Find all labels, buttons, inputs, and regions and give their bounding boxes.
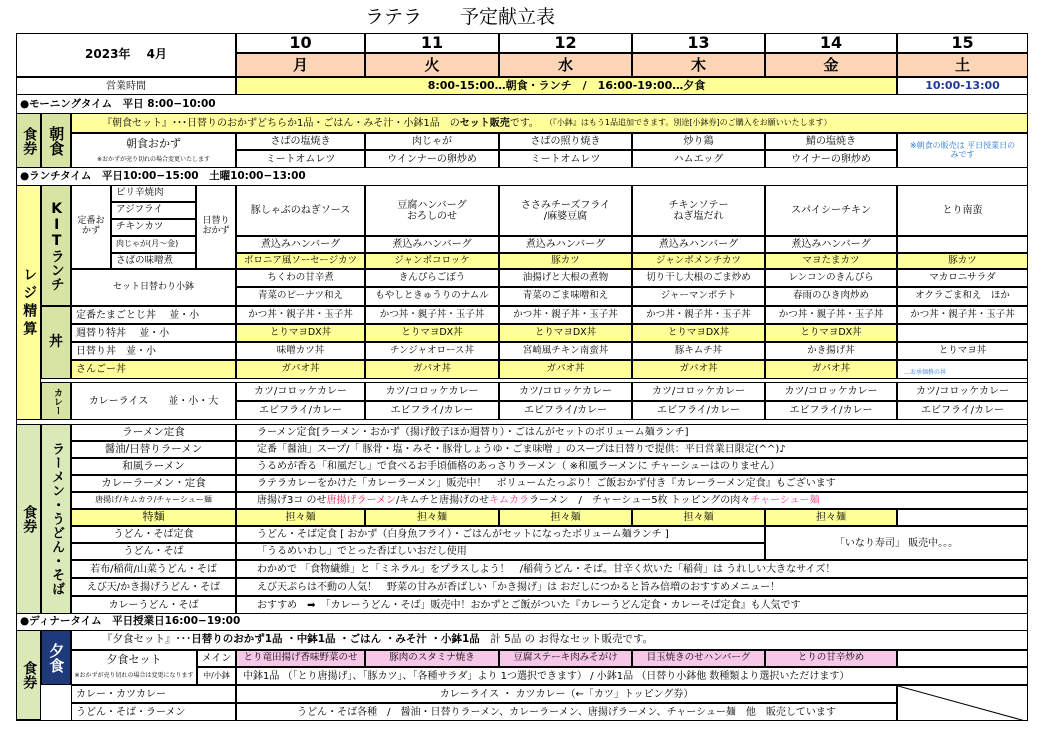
dinner-main-4: とりの甘辛炒め xyxy=(765,650,897,667)
dinner-set-desc xyxy=(71,630,1028,650)
lunch-kobachi1-4: レンコンのきんぴら xyxy=(765,269,897,287)
don-cell-0-2: かつ丼・親子丼・玉子丼 xyxy=(499,306,632,324)
lunch-sub1-2: 煮込みハンバーグ xyxy=(499,236,632,253)
karaage-label: 唐揚げ/キムカラ/チャーシュー麺 xyxy=(71,492,236,509)
morning-cat-label: 朝食 xyxy=(41,113,71,168)
curry-2-4: エビフライ/カレー xyxy=(765,401,897,420)
day-date-14: 14 xyxy=(765,33,897,53)
don-sat-note: …お承価格の丼 xyxy=(904,368,947,376)
lunch-kobachi2-3: ジャーマンポテト xyxy=(632,287,765,306)
don-cell-1-5 xyxy=(897,324,1028,342)
day-date-15: 15 xyxy=(897,33,1028,53)
noodle-row-desc-2: うるめが香る「和風だし」で食べるお手頃価格のあっさりラーメン（ ※和風ラーメンに チャーシューはのりません） xyxy=(236,458,1028,475)
dinner-set-label-cell xyxy=(71,650,197,685)
hours-label: 営業時間 xyxy=(16,77,236,95)
don-cell-1-0: とりマヨDX丼 xyxy=(236,324,365,342)
don-cell-1-2: とりマヨDX丼 xyxy=(499,324,632,342)
dinner-curry-desc: カレーライス ・ カツカレー（←「カツ」トッピング券） xyxy=(236,685,897,703)
tokusei-sat-empty xyxy=(897,509,1028,526)
noodle-side-label: 食券 xyxy=(16,424,41,614)
hours-saturday: 10:00-13:00 xyxy=(897,77,1028,95)
teiban-item-2: チキンカツ xyxy=(111,219,196,236)
dinner-set-desc-a: 『夕食セット』･･･ xyxy=(102,633,192,646)
don-cell-1-3: とりマヨDX丼 xyxy=(632,324,765,342)
day-dow-11: 火 xyxy=(365,53,499,77)
teiban-item-0: ピリ辛焼肉 xyxy=(111,185,196,202)
don-cell-3-1: ガパオ丼 xyxy=(365,360,499,379)
lunch-sub1-0: 煮込みハンバーグ xyxy=(236,236,365,253)
lunch-kobachi1-5: マカロニサラダ xyxy=(897,269,1028,287)
morning-okazu-note: ※おかずが売り切れの場合変更いたします xyxy=(96,155,211,163)
lunch-sub1-4: 煮込みハンバーグ xyxy=(765,236,897,253)
day-date-10: 10 xyxy=(236,33,365,53)
tokusei-4: 担々麺 xyxy=(765,509,897,526)
page-title: ラテラ 予定献立表 xyxy=(364,5,555,28)
don-cell-2-1: チンジャオロース丼 xyxy=(365,342,499,360)
karaage-desc-d: キムカラ xyxy=(489,495,530,506)
don-row-label-0: 定番たまごとじ丼 並・小 xyxy=(71,306,236,324)
day-date-12: 12 xyxy=(499,33,632,53)
lunch-main-0: 豚しゃぶのねぎソース xyxy=(236,185,365,236)
lunch-sub2-3: ジャンボメンチカツ xyxy=(632,253,765,269)
lunch-sub2-1: ジャンボコロッケ xyxy=(365,253,499,269)
noodle-row-desc-0: ラーメン定食[ラーメン・おかず（揚げ餃子ほか週替り）・ごはんがセットのボリューム麺ランチ] xyxy=(236,424,1028,441)
dinner-set-desc-b: 日替りのおかず1品 ・中鉢1品 ・ごはん ・みそ汁 ・小鉢1品 xyxy=(191,633,480,646)
noodle-cat-label: ラーメン・うどん・そば xyxy=(41,424,71,614)
teiban-item-4: さばの味噌煮 xyxy=(111,253,196,269)
tokusei-2: 担々麺 xyxy=(499,509,632,526)
morning-set-desc-main: 『朝食セット』･･･日替りのおかずどちらか1品・ごはん・みそ汁・小鉢1品 の xyxy=(102,117,460,129)
kit-lunch-label: KITランチ xyxy=(41,185,71,306)
don-cell-2-2: 宮崎風チキン南蛮丼 xyxy=(499,342,632,360)
don-row-label-1: 週替り特丼 並・小 xyxy=(71,324,236,342)
lunch-kobachi2-1: もやしときゅうりのナムル xyxy=(365,287,499,306)
dinner-main-3: 目玉焼きのせハンバーグ xyxy=(632,650,765,667)
morning-set-desc-note: （『小鉢』はもう1品追加できます。別途[小鉢券]のご購入をお願いいたします） xyxy=(544,117,832,127)
dinner-main-sat-empty xyxy=(897,650,1028,667)
morning-okazu-2-3: ハムエッグ xyxy=(632,150,765,168)
curry-1-0: カツ/コロッケカレー xyxy=(236,382,365,401)
morning-okazu-1-2: さばの照り焼き xyxy=(499,133,632,150)
dinner-set-note: ※おかずが売り切れの場合は変更になります xyxy=(74,672,194,679)
ebiten-label: えび天/かき揚げうどん・そば xyxy=(71,578,236,596)
curry-2-0: エビフライ/カレー xyxy=(236,401,365,420)
tokusei-0: 担々麺 xyxy=(236,509,365,526)
dinner-curry-label: カレー・カツカレー xyxy=(71,685,236,703)
dinner-set-label: 夕食セット xyxy=(106,652,162,666)
teiban-label: 定番おかず xyxy=(71,185,111,269)
lunch-sub1-3: 煮込みハンバーグ xyxy=(632,236,765,253)
lunch-side-label: レジ精算 xyxy=(16,185,41,420)
morning-okazu-2-0: ミートオムレツ xyxy=(236,150,365,168)
tokusei-label: 特麺 xyxy=(71,509,236,526)
curry-1-1: カツ/コロッケカレー xyxy=(365,382,499,401)
curry-2-5: エビフライ/カレー xyxy=(897,401,1028,420)
morning-okazu-1-0: さばの塩焼き xyxy=(236,133,365,150)
karaage-desc-f: チャーシュー麺 xyxy=(750,495,820,506)
udon-label: うどん・そば xyxy=(71,543,236,560)
lunch-sub2-0: ボロニア風ソーセージカツ xyxy=(236,253,365,269)
morning-okazu-1-3: 炒り鶏 xyxy=(632,133,765,150)
morning-set-desc-tail: です。 xyxy=(509,117,539,129)
lunch-kobachi2-2: 青菜のごま味噌和え xyxy=(499,287,632,306)
dinner-sub-desc: 中鉢1品 （「とり唐揚げ」、「豚カツ」、「各種サラダ」より 1つ選択できます） / 小鉢1品 （日替り小鉢他 数種類より選択いただけます） xyxy=(236,667,1028,685)
tokusei-3: 担々麺 xyxy=(632,509,765,526)
lunch-main-4: スパイシーチキン xyxy=(765,185,897,236)
morning-okazu-1-1: 肉じゃが xyxy=(365,133,499,150)
curry-1-2: カツ/コロッケカレー xyxy=(499,382,632,401)
lunch-main-3: チキンソテー ねぎ塩だれ xyxy=(632,185,765,236)
don-cell-0-3: かつ丼・親子丼・玉子丼 xyxy=(632,306,765,324)
don-cell-0-4: かつ丼・親子丼・玉子丼 xyxy=(765,306,897,324)
noodle-row-label-3: カレーラーメン・定食 xyxy=(71,475,236,492)
dinner-main-0: とり竜田揚げ香味野菜のせ xyxy=(236,650,365,667)
morning-okazu-1-4: 鯖の塩焼き xyxy=(765,133,897,150)
lunch-kobachi1-2: 油揚げと大根の煮物 xyxy=(499,269,632,287)
wakame-label: 若布/稲荷/山菜うどん・そば xyxy=(71,560,236,578)
lunch-sub2-2: 豚カツ xyxy=(499,253,632,269)
dinner-udon-label: うどん・そば・ラーメン xyxy=(71,703,236,721)
don-row-label-3: さんごー丼 xyxy=(71,360,236,379)
day-date-11: 11 xyxy=(365,33,499,53)
noodle-row-desc-1: 定番「醤油」スープ/「 豚骨・塩・みそ・豚骨しょうゆ・ごま味噌 」のスープは日替りで提供：平日営業日限定(^^)♪ xyxy=(236,441,1028,458)
don-cell-1-4: とりマヨDX丼 xyxy=(765,324,897,342)
lunch-kobachi1-3: 切り干し大根のごま炒め xyxy=(632,269,765,287)
day-date-13: 13 xyxy=(632,33,765,53)
teiban-item-1: アジフライ xyxy=(111,202,196,219)
curry-label: カレー xyxy=(41,382,71,420)
curryudon-desc: おすすめ ➡ 「カレーうどん・そば」販売中！おかずとご飯がついた『カレーうどん定食・カレーそば定食』も人気です xyxy=(236,596,1028,614)
don-row-label-2: 日替り丼 並・小 xyxy=(71,342,236,360)
morning-okazu-label: 朝食おかず xyxy=(126,137,181,151)
lunch-header: ●ランチタイム 平日10:00−15:00 土曜10:00−13:00 xyxy=(20,170,306,183)
don-cell-3-3: ガパオ丼 xyxy=(632,360,765,379)
don-label: 丼 xyxy=(41,306,71,379)
noodle-row-label-0: ラーメン定食 xyxy=(71,424,236,441)
lunch-sub1-1: 煮込みハンバーグ xyxy=(365,236,499,253)
curry-item: カレーライス 並・小・大 xyxy=(71,382,236,420)
curry-1-3: カツ/コロッケカレー xyxy=(632,382,765,401)
lunch-sub2-4: マヨたまカツ xyxy=(765,253,897,269)
don-cell-0-5: かつ丼・親子丼・玉子丼 xyxy=(897,306,1028,324)
kobachi-label: セット日替わり小鉢 xyxy=(71,269,236,306)
udon-desc: 「うるめいわし」でとった香ばしいおだし使用 xyxy=(236,543,765,560)
noodle-row-desc-3: ラテラカレーをかけた「カレーラーメン」販売中！ ボリュームたっぷり！ご飯おかず付き『カレーラーメン定食』もございます xyxy=(236,475,1028,492)
don-cell-3-2: ガパオ丼 xyxy=(499,360,632,379)
dinner-cat-label: 夕食 xyxy=(41,630,71,685)
day-dow-13: 木 xyxy=(632,53,765,77)
day-dow-12: 水 xyxy=(499,53,632,77)
morning-header: ●モーニングタイム 平日 8:00−10:00 xyxy=(20,97,216,110)
don-cell-3-4: ガパオ丼 xyxy=(765,360,897,379)
karaage-desc-e: ラーメン / チャーシュー5枚 トッピングの肉々 xyxy=(529,495,751,506)
dinner-set-desc-c: 計 5品 の お得なセット販売です。 xyxy=(479,633,654,646)
don-cell-1-1: とりマヨDX丼 xyxy=(365,324,499,342)
morning-okazu-2-2: ミートオムレツ xyxy=(499,150,632,168)
curry-2-1: エビフライ/カレー xyxy=(365,401,499,420)
udon-teishoku-desc: うどん・そば定食 [ おかず（白身魚フライ）・ごはんがセットになったボリューム麺ランチ ] xyxy=(236,526,765,543)
don-cell-0-1: かつ丼・親子丼・玉子丼 xyxy=(365,306,499,324)
don-cell-3-0: ガパオ丼 xyxy=(236,360,365,379)
day-dow-14: 金 xyxy=(765,53,897,77)
karaage-desc-a: 唐揚げ3コ のせ xyxy=(257,495,327,506)
lunch-kobachi2-0: 青菜のピーナツ和え xyxy=(236,287,365,306)
higawari-label: 日替りおかず xyxy=(196,185,236,269)
lunch-main-1: 豆腐ハンバーグ おろしのせ xyxy=(365,185,499,236)
ebiten-desc: えび天ぷらは不動の人気！ 野菜の甘みが香ばしい「かき揚げ」は おだしにつかると旨み倍増のおすすめメニュー！ xyxy=(236,578,1028,596)
dinner-main-label: メイン xyxy=(197,650,236,667)
morning-okazu-2-1: ウインナーの卵炒め xyxy=(365,150,499,168)
karaage-desc-c: /キムチと唐揚げのせ xyxy=(396,495,490,506)
hours-weekday: 8:00-15:00…朝食・ランチ / 16:00-19:00…夕食 xyxy=(236,77,897,95)
lunch-kobachi2-4: 春雨のひき肉炒め xyxy=(765,287,897,306)
dinner-header: ●ディナータイム 平日授業日16:00−19:00 xyxy=(20,615,241,628)
day-dow-10: 月 xyxy=(236,53,365,77)
curry-1-5: カツ/コロッケカレー xyxy=(897,382,1028,401)
dinner-udon-desc: うどん・そば各種 / 醤油・日替りラーメン、カレーラーメン、唐揚げラーメン、チャーシュー麺 他 販売しています xyxy=(236,703,897,721)
curry-2-2: エビフライ/カレー xyxy=(499,401,632,420)
don-cell-2-4: かき揚げ丼 xyxy=(765,342,897,360)
lunch-main-2: ささみチーズフライ /麻婆豆腐 xyxy=(499,185,632,236)
don-cell-0-0: かつ丼・親子丼・玉子丼 xyxy=(236,306,365,324)
karaage-desc xyxy=(236,492,1028,509)
udon-teishoku-label: うどん・そば定食 xyxy=(71,526,236,543)
lunch-sub2-5: 豚カツ xyxy=(897,253,1028,269)
don-cell-2-5: とりマヨ丼 xyxy=(897,342,1028,360)
curryudon-label: カレーうどん・そば xyxy=(71,596,236,614)
wakame-desc: わかめで 「食物繊維」と「ミネラル」をプラスしよう！ /稲荷うどん・そば。甘辛く炊いた「稲荷」は うれしい大きなサイズ！ xyxy=(236,560,1028,578)
morning-sat-note: ※朝食の販売は 平日授業日のみです xyxy=(897,133,1028,168)
dinner-sub-label: 中/小鉢 xyxy=(197,667,236,685)
morning-set-desc-bold: セット販売 xyxy=(459,117,510,129)
dinner-side-label: 食券 xyxy=(16,630,41,720)
noodle-row-label-1: 醤油/日替りラーメン xyxy=(71,441,236,458)
lunch-kobachi1-1: きんぴらごぼう xyxy=(365,269,499,287)
morning-side-label: 食券 xyxy=(16,113,41,168)
noodle-row-label-2: 和風ラーメン xyxy=(71,458,236,475)
year-month: 2023年 4月 xyxy=(16,33,236,77)
morning-okazu-2-4: ウイナーの卵炒め xyxy=(765,150,897,168)
dinner-main-2: 豆腐ステーキ肉みそがけ xyxy=(499,650,632,667)
dinner-main-1: 豚肉のスタミナ焼き xyxy=(365,650,499,667)
lunch-sub1-5 xyxy=(897,236,1028,253)
morning-set-desc xyxy=(71,113,1028,133)
tokusei-1: 担々麺 xyxy=(365,509,499,526)
lunch-main-5: とり南蛮 xyxy=(897,185,1028,236)
teiban-item-3: 肉じゃが(月〜金) xyxy=(111,236,196,253)
inari-note: 「いなり寿司」 販売中。。。 xyxy=(765,526,1028,560)
dinner-sat-empty xyxy=(897,685,1028,721)
karaage-desc-b: 唐揚げラーメン xyxy=(326,495,397,506)
curry-2-3: エビフライ/カレー xyxy=(632,401,765,420)
lunch-kobachi1-0: ちくわの甘辛煮 xyxy=(236,269,365,287)
curry-1-4: カツ/コロッケカレー xyxy=(765,382,897,401)
diagonal-slash xyxy=(898,686,1028,721)
don-cell-2-3: 豚キムチ丼 xyxy=(632,342,765,360)
morning-okazu-label-cell xyxy=(71,133,236,168)
lunch-kobachi2-5: オクラごま和え ほか xyxy=(897,287,1028,306)
day-dow-15: 土 xyxy=(897,53,1028,77)
don-cell-2-0: 味噌カツ丼 xyxy=(236,342,365,360)
